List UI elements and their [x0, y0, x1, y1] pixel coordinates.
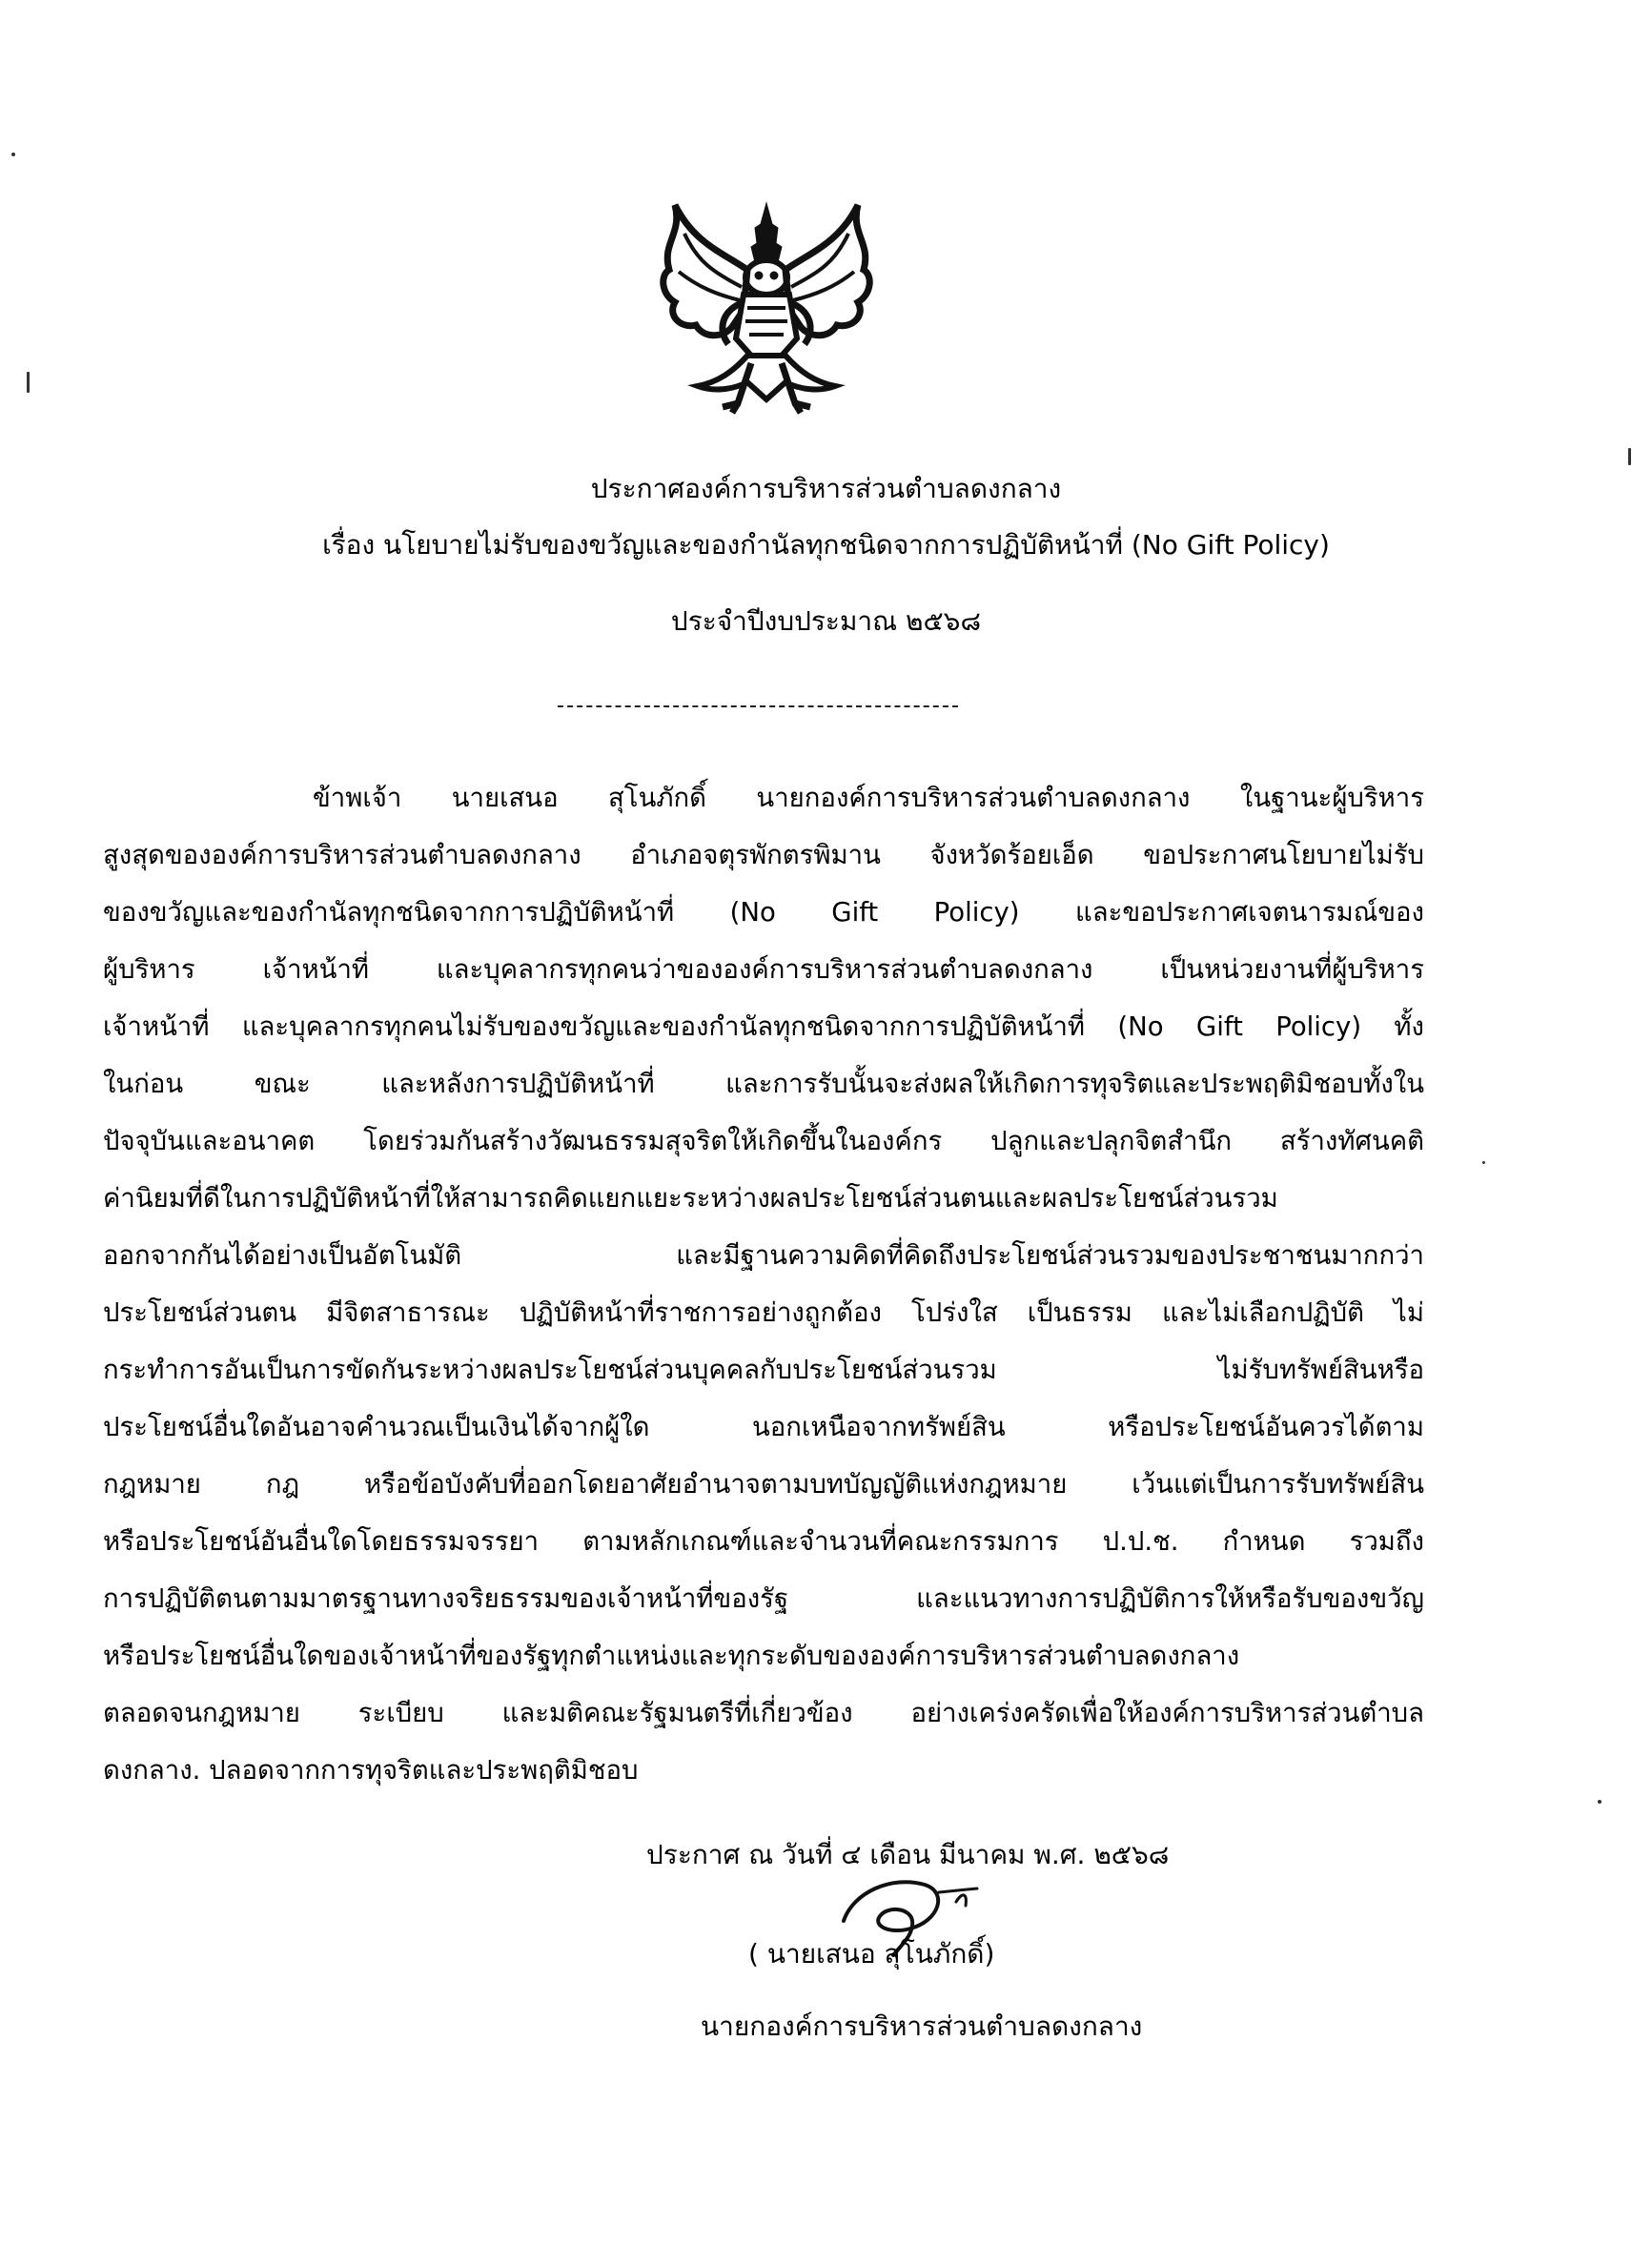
announcement-title: ประกาศองค์การบริหารส่วนตำบลดงกลาง — [590, 473, 1062, 504]
body-line: ปัจจุบันและอนาคต โดยร่วมกันสร้างวัฒนธรรมสุจริตให้เกิดขึ้นในองค์กร ปลูกและปลุกจิตสำนึก สร้างทัศนคติ — [103, 1126, 1424, 1156]
garuda-emblem-graphic — [656, 195, 877, 415]
body-line: หรือประโยชน์อื่นใดของเจ้าหน้าที่ของรัฐทุกตำแหน่งและทุกระดับขององค์การบริหารส่วนตำบลดงกลาง — [103, 1641, 1240, 1671]
scan-mark — [11, 153, 15, 156]
garuda-emblem — [656, 195, 877, 415]
signer-position: นายกองค์การบริหารส่วนตำบลดงกลาง — [701, 2011, 1143, 2042]
body-line: สูงสุดขององค์การบริหารส่วนตำบลดงกลาง อำเภอจตุรพักตรพิมาน จังหวัดร้อยเอ็ด ขอประกาศนโยบายไม่รับ — [103, 840, 1424, 870]
body-line: ของขวัญและของกำนัลทุกชนิดจากการปฏิบัติหน้าที่ (No Gift Policy) และขอประกาศเจตนารมณ์ของ — [103, 897, 1424, 928]
divider — [558, 705, 958, 707]
announcement-subject: เรื่อง นโยบายไม่รับของขวัญและของกำนัลทุกชนิดจากการปฏิบัติหน้าที่ (No Gift Policy) — [322, 529, 1330, 561]
body-line: ตลอดจนกฎหมาย ระเบียบ และมติคณะรัฐมนตรีที่เกี่ยวข้อง อย่างเคร่งครัดเพื่อให้องค์การบริหารส่วนตำบล — [103, 1698, 1424, 1728]
body-line: ออกจากกันได้อย่างเป็นอัตโนมัติ และมีฐานความคิดที่คิดถึงประโยชน์ส่วนรวมของประชาชนมากกว่า — [103, 1240, 1424, 1271]
body-line: หรือประโยชน์อันอื่นใดโดยธรรมจรรยา ตามหลักเกณฑ์และจำนวนที่คณะกรรมการ ป.ป.ช. กำหนด รวมถึง — [103, 1526, 1424, 1557]
announcement-date: ประกาศ ณ วันที่ ๔ เดือน มีนาคม พ.ศ. ๒๕๖๘ — [646, 1839, 1170, 1870]
body-line: กฎหมาย กฎ หรือข้อบังคับที่ออกโดยอาศัยอำนาจตามบทบัญญัติแห่งกฎหมาย เว้นแต่เป็นการรับทรัพย์สิน — [103, 1469, 1424, 1500]
scan-mark — [27, 372, 30, 393]
body-line: ข้าพเจ้า นายเสนอ สุโนภักดิ์ นายกองค์การบริหารส่วนตำบลดงกลาง ในฐานะผู้บริหาร — [313, 783, 1424, 813]
fiscal-year: ประจำปีงบประมาณ ๒๕๖๘ — [670, 605, 982, 637]
signer-name: ( นายเสนอ สุโนภักดิ์) — [748, 1938, 995, 1970]
scan-mark — [1628, 448, 1631, 465]
body-line: ประโยชน์อื่นใดอันอาจคำนวณเป็นเงินได้จากผู้ใด นอกเหนือจากทรัพย์สิน หรือประโยชน์อันควรได้ตาม — [103, 1412, 1424, 1442]
scan-mark — [1482, 1161, 1485, 1164]
scan-mark — [1598, 1800, 1601, 1804]
body-line: ประโยชน์ส่วนตน มีจิตสาธารณะ ปฏิบัติหน้าที่ราชการอย่างถูกต้อง โปร่งใส เป็นธรรม และไม่เลือกปฏิบัติ ไม่ — [103, 1297, 1424, 1328]
body-line: ค่านิยมที่ดีในการปฏิบัติหน้าที่ให้สามารถคิดแยกแยะระหว่างผลประโยชน์ส่วนตนและผลประโยชน์ส่วนรวม — [103, 1183, 1278, 1214]
body-line: ผู้บริหาร เจ้าหน้าที่ และบุคลากรทุกคนว่าขององค์การบริหารส่วนตำบลดงกลาง เป็นหน่วยงานที่ผู้บริหาร — [103, 954, 1424, 985]
body-line: กระทำการอันเป็นการขัดกันระหว่างผลประโยชน์ส่วนบุคคลกับประโยชน์ส่วนรวม ไม่รับทรัพย์สินหรือ — [103, 1355, 1424, 1385]
body-line: ดงกลาง. ปลอดจากการทุจริตและประพฤติมิชอบ — [103, 1755, 639, 1786]
body-line: เจ้าหน้าที่ และบุคลากรทุกคนไม่รับของขวัญและของกำนัลทุกชนิดจากการปฏิบัติหน้าที่ (No Gift Policy) ทั้ง — [103, 1011, 1424, 1042]
body-line: ในก่อน ขณะ และหลังการปฏิบัติหน้าที่ และการรับนั้นจะส่งผลให้เกิดการทุจริตและประพฤติมิชอบทั้งใน — [103, 1069, 1424, 1099]
body-line: การปฏิบัติตนตามมาตรฐานทางจริยธรรมของเจ้าหน้าที่ของรัฐ และแนวทางการปฏิบัติการให้หรือรับของขวัญ — [103, 1583, 1424, 1614]
